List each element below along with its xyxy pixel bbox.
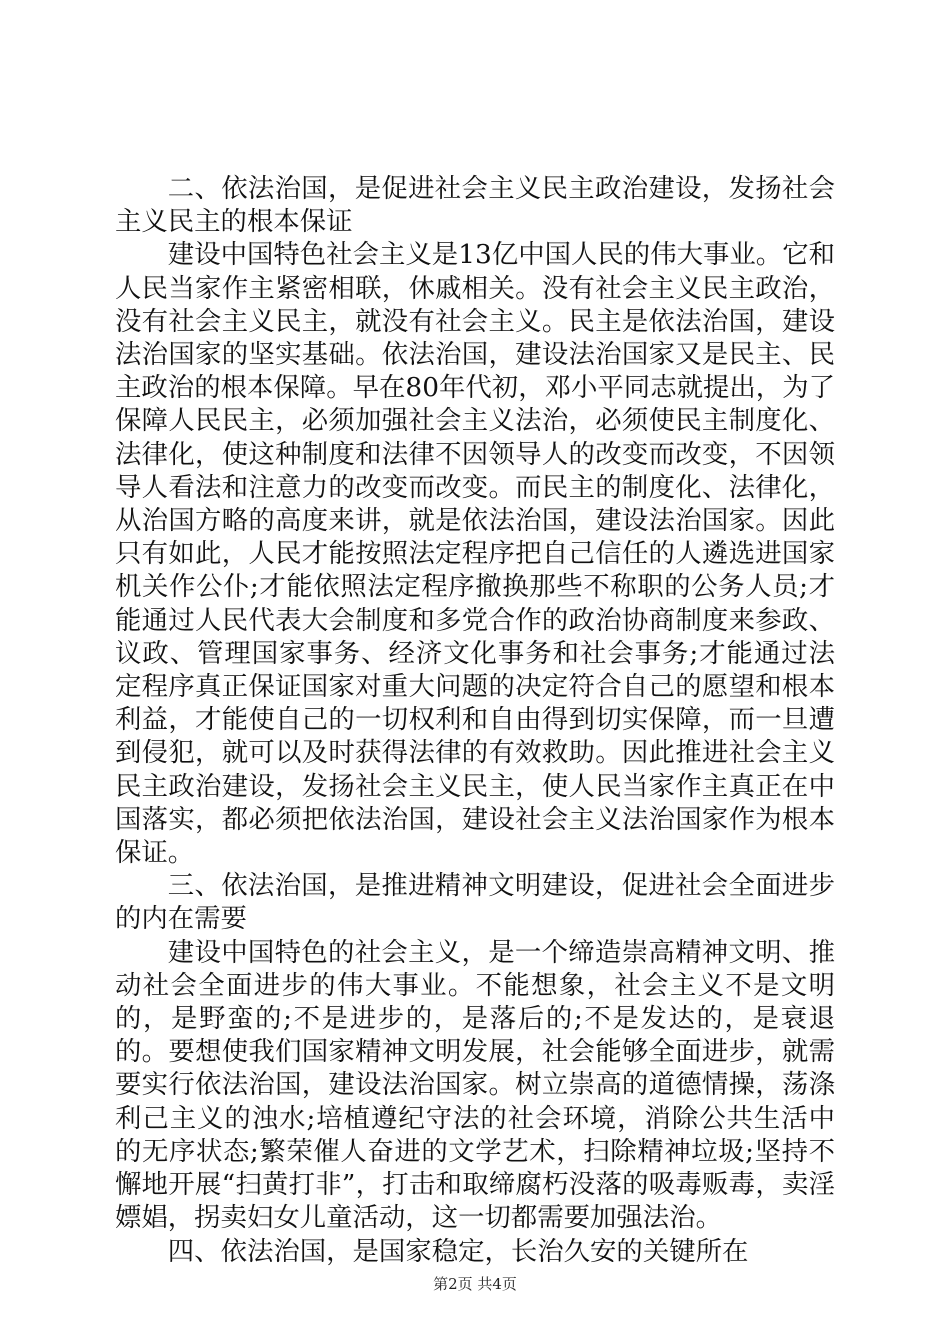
section-heading-2: 二、依法治国，是促进社会主义民主政治建设，发扬社会主义民主的根本保证 [115, 173, 835, 238]
section-heading-3: 三、依法治国，是推进精神文明建设，促进社会全面进步的内在需要 [115, 870, 835, 935]
section-heading-4: 四、依法治国，是国家稳定，长治久安的关键所在 [167, 1235, 749, 1267]
body-paragraph-1: 建设中国特色社会主义是13亿中国人民的伟大事业。它和人民当家作主紧密相联，休戚相关。没有社会主义民主政治，没有社会主义民主，就没有社会主义。民主是依法治国，建设法治国家的坚实基础。依法治国，建设法治国家又是民主、民主政治的根本保障。早在80年代初，邓小平同志就提出，为了保障人民民主，必须加强社会主义法治，必须使民主制度化、法律化，使这种制度和法律不因领导人的改变而改变，不因领导人看法和注意力的改变而改变。而民主的制度化、法律化，从治国方略的高度来讲，就是依法治国，建设法治国家。因此只有如此，人民才能按照法定程序把自己信任的人遴选进国家机关作公仆;才能依照法定程序撤换那些不称职的公务人员;才能通过人民代表大会制度和多党合作的政治协商制度来参政、议政、管理国家事务、经济文化事务和社会事务;才能通过法定程序真正保证国家对重大问题的决定符合自己的愿望和根本利益，才能使自己的一切权利和自由得到切实保障，而一旦遭到侵犯，就可以及时获得法律的有效救助。因此推进社会主义民主政治建设，发扬社会主义民主，使人民当家作主真正在中国落实，都必须把依法治国，建设社会主义法治国家作为根本保证。 [115, 239, 835, 869]
document-body [115, 172, 835, 1268]
body-paragraph-2: 建设中国特色的社会主义，是一个缔造崇高精神文明、推动社会全面进步的伟大事业。不能想象，社会主义不是文明的，是野蛮的;不是进步的，是落后的;不是发达的，是衰退的。要想使我们国家精神文明发展，社会能够全面进步，就需要实行依法治国，建设法治国家。树立崇高的道德情操，荡涤利己主义的浊水;培植遵纪守法的社会环境，消除公共生活中的无序状态;繁荣催人奋进的文学艺术，扫除精神垃圾;坚持不懈地开展“扫黄打非”，打击和取缔腐朽没落的吸毒贩毒，卖淫嫖娼，拐卖妇女儿童活动，这一切都需要加强法治。 [115, 936, 835, 1234]
page-number-footer: 第2页 共4页 [433, 1275, 517, 1293]
